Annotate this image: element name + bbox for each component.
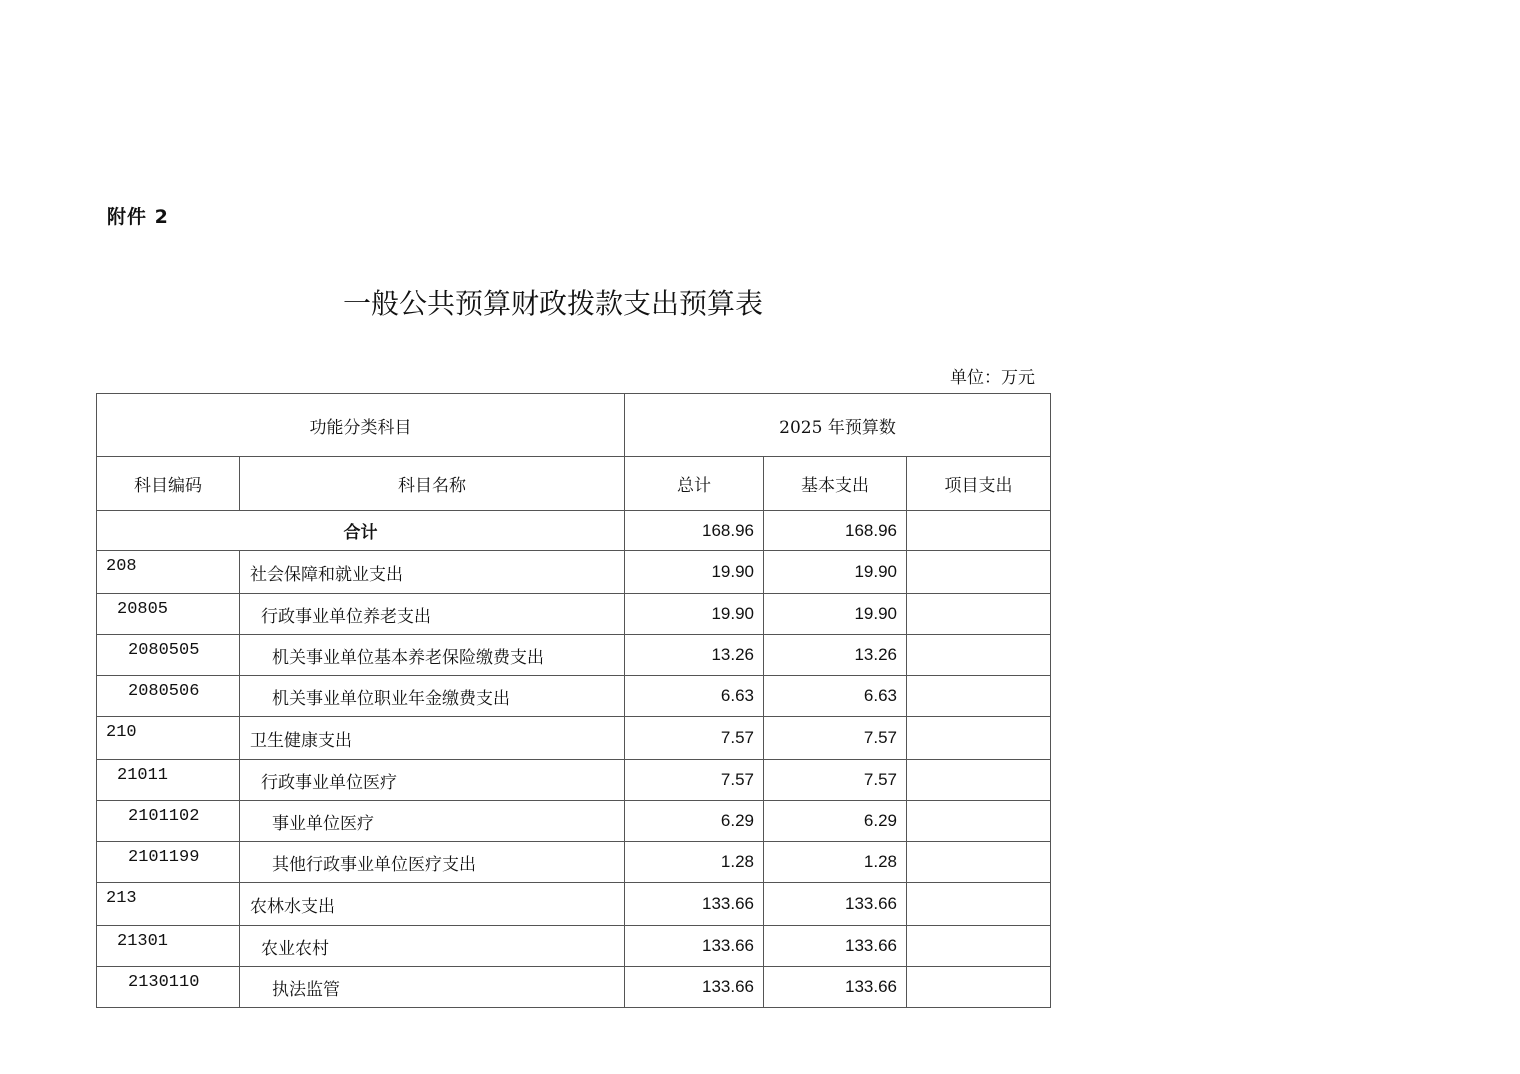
- row-name: 农林水支出: [240, 883, 625, 926]
- total-row: [97, 511, 1051, 551]
- row-name: 农业农村: [240, 926, 625, 967]
- table-row: [97, 676, 1051, 717]
- budget-table: [96, 393, 1051, 1008]
- table-row: [97, 883, 1051, 926]
- row-basic: 133.66: [764, 926, 907, 967]
- row-project: [907, 760, 1051, 801]
- row-name: 行政事业单位医疗: [240, 760, 625, 801]
- row-project: [907, 635, 1051, 676]
- row-code: 213: [97, 883, 240, 926]
- row-project: [907, 801, 1051, 842]
- row-code: 210: [97, 717, 240, 760]
- row-basic: 133.66: [764, 883, 907, 926]
- header-basic: 基本支出: [764, 457, 907, 511]
- row-name: 社会保障和就业支出: [240, 551, 625, 594]
- table-row: [97, 801, 1051, 842]
- row-code: 2101199: [97, 842, 240, 883]
- header-total: 总计: [625, 457, 764, 511]
- header-functional-category: 功能分类科目: [97, 394, 625, 457]
- row-name: 机关事业单位基本养老保险缴费支出: [240, 635, 625, 676]
- row-total: 13.26: [625, 635, 764, 676]
- row-basic: 6.63: [764, 676, 907, 717]
- row-basic: 19.90: [764, 551, 907, 594]
- row-name: 机关事业单位职业年金缴费支出: [240, 676, 625, 717]
- row-total: 133.66: [625, 926, 764, 967]
- table-row: [97, 551, 1051, 594]
- row-total: 1.28: [625, 842, 764, 883]
- row-basic: 19.90: [764, 594, 907, 635]
- row-total: 133.66: [625, 883, 764, 926]
- page-title: 一般公共预算财政拨款支出预算表: [343, 287, 764, 320]
- table-row: [97, 967, 1051, 1008]
- row-name: 执法监管: [240, 967, 625, 1008]
- total-total: 168.96: [625, 511, 764, 551]
- row-name: 其他行政事业单位医疗支出: [240, 842, 625, 883]
- row-basic: 7.57: [764, 760, 907, 801]
- header-row-sub: [97, 457, 1051, 511]
- row-name: 卫生健康支出: [240, 717, 625, 760]
- table-row: [97, 842, 1051, 883]
- row-total: 7.57: [625, 760, 764, 801]
- row-basic: 1.28: [764, 842, 907, 883]
- table-row: [97, 635, 1051, 676]
- row-project: [907, 926, 1051, 967]
- header-project: 项目支出: [907, 457, 1051, 511]
- row-name: 行政事业单位养老支出: [240, 594, 625, 635]
- header-code: 科目编码: [97, 457, 240, 511]
- row-code: 20805: [97, 594, 240, 635]
- header-name: 科目名称: [240, 457, 625, 511]
- row-project: [907, 717, 1051, 760]
- row-name: 事业单位医疗: [240, 801, 625, 842]
- row-project: [907, 594, 1051, 635]
- row-code: 21301: [97, 926, 240, 967]
- row-project: [907, 551, 1051, 594]
- table-row: [97, 717, 1051, 760]
- row-code: 2080506: [97, 676, 240, 717]
- table-row: [97, 594, 1051, 635]
- attachment-label: 附件 2: [107, 206, 169, 228]
- header-row-top: [97, 394, 1051, 457]
- row-total: 133.66: [625, 967, 764, 1008]
- row-basic: 7.57: [764, 717, 907, 760]
- total-label: 合计: [97, 511, 625, 551]
- table-row: [97, 760, 1051, 801]
- row-code: 2130110: [97, 967, 240, 1008]
- row-project: [907, 676, 1051, 717]
- row-code: 208: [97, 551, 240, 594]
- header-budget-year: 2025 年预算数: [625, 394, 1051, 457]
- total-basic: 168.96: [764, 511, 907, 551]
- row-basic: 13.26: [764, 635, 907, 676]
- row-total: 6.29: [625, 801, 764, 842]
- table-row: [97, 926, 1051, 967]
- row-total: 19.90: [625, 551, 764, 594]
- row-total: 7.57: [625, 717, 764, 760]
- row-basic: 6.29: [764, 801, 907, 842]
- unit-label: 单位：万元: [950, 368, 1035, 388]
- row-project: [907, 842, 1051, 883]
- row-total: 6.63: [625, 676, 764, 717]
- row-project: [907, 967, 1051, 1008]
- total-project: [907, 511, 1051, 551]
- row-project: [907, 883, 1051, 926]
- row-code: 2101102: [97, 801, 240, 842]
- row-basic: 133.66: [764, 967, 907, 1008]
- row-code: 21011: [97, 760, 240, 801]
- row-code: 2080505: [97, 635, 240, 676]
- row-total: 19.90: [625, 594, 764, 635]
